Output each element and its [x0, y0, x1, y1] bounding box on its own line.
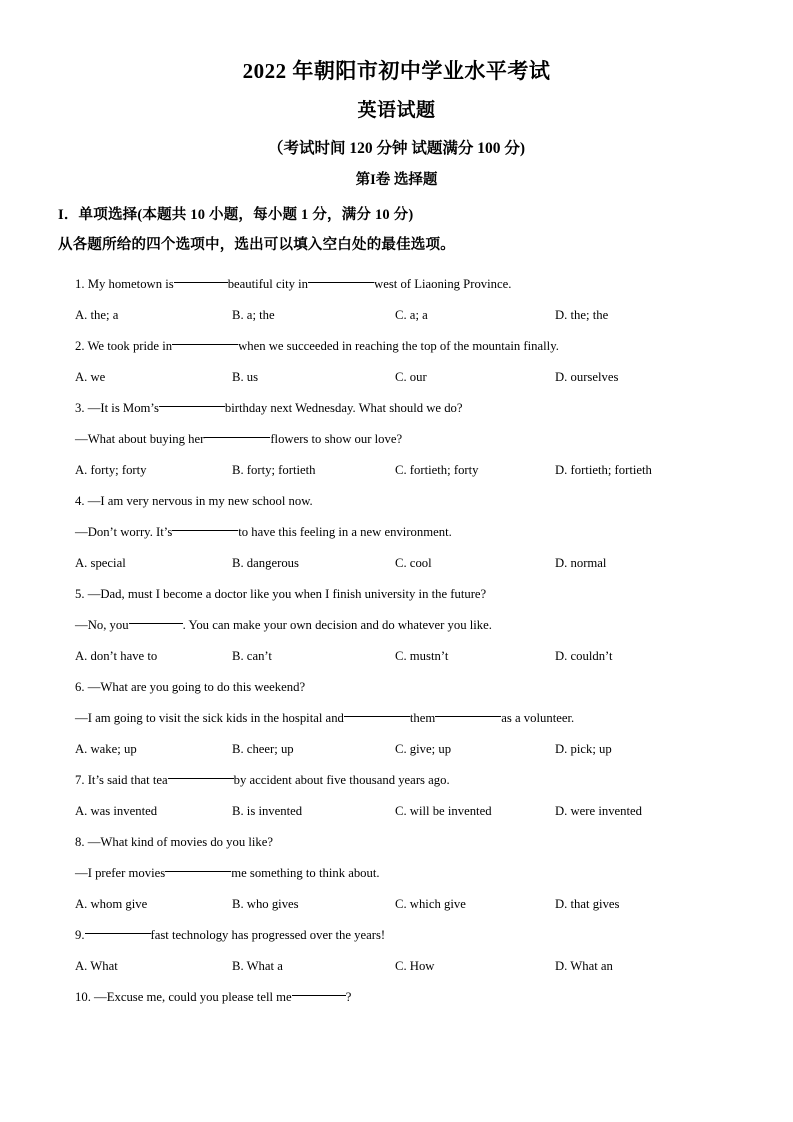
option-c[interactable]: C. a; a — [395, 308, 428, 323]
question-line — [75, 486, 737, 517]
question-text: flowers to show our love? — [270, 432, 403, 447]
page-title: 2022 年朝阳市初中学业水平考试 — [242, 59, 551, 83]
option-b[interactable]: B. who gives — [232, 897, 299, 912]
question-line — [75, 827, 737, 858]
option-row — [75, 889, 737, 920]
option-b[interactable]: B. cheer; up — [232, 742, 294, 757]
question-item — [75, 920, 737, 982]
question-item — [75, 765, 737, 827]
question-text: by accident about five thousand years ago. — [233, 773, 450, 788]
option-d[interactable]: D. ourselves — [555, 370, 619, 385]
option-a[interactable]: A. whom give — [75, 897, 148, 912]
title-block — [0, 0, 793, 190]
option-d[interactable]: D. fortieth; fortieth — [555, 463, 652, 478]
question-line — [75, 579, 737, 610]
option-a[interactable]: A. wake; up — [75, 742, 137, 757]
option-c[interactable]: C. will be invented — [395, 804, 492, 819]
section-heading: I．单项选择(本题共 10 小题，每小题 1 分，满分 10 分) — [58, 206, 414, 223]
answer-blank[interactable] — [85, 933, 151, 934]
option-c[interactable]: C. our — [395, 370, 427, 385]
option-row — [75, 951, 737, 982]
question-text: me something to think about. — [231, 866, 380, 881]
question-line — [75, 393, 737, 424]
question-item — [75, 672, 737, 765]
question-text: west of Liaoning Province. — [374, 277, 512, 292]
question-item — [75, 827, 737, 920]
question-line — [75, 672, 737, 703]
question-item — [75, 982, 737, 1013]
option-b[interactable]: B. a; the — [232, 308, 275, 323]
question-line — [75, 982, 737, 1013]
option-d[interactable]: D. couldn’t — [555, 649, 613, 664]
answer-blank[interactable] — [168, 778, 234, 779]
question-list — [58, 269, 737, 1013]
question-text: ? — [345, 990, 352, 1005]
answer-blank[interactable] — [435, 716, 501, 717]
question-text: . You can make your own decision and do whatever you like. — [182, 618, 492, 633]
question-text: —I am going to visit the sick kids in the hospital and — [75, 711, 344, 726]
question-text: them — [409, 711, 436, 726]
question-text: 9. — [75, 928, 85, 943]
answer-blank[interactable] — [165, 871, 231, 872]
question-text: 1. My hometown is — [75, 277, 174, 292]
question-text: —No, you — [75, 618, 129, 633]
question-line — [75, 517, 737, 548]
option-d[interactable]: D. What an — [555, 959, 613, 974]
option-d[interactable]: D. the; the — [555, 308, 609, 323]
question-line — [75, 703, 737, 734]
option-b[interactable]: B. can’t — [232, 649, 272, 664]
option-row — [75, 796, 737, 827]
answer-blank[interactable] — [174, 282, 228, 283]
question-line — [75, 269, 737, 300]
question-text: —I prefer movies — [75, 866, 166, 881]
question-text: 10. —Excuse me, could you please tell me — [75, 990, 292, 1005]
section-instruction: 从各题所给的四个选项中，选出可以填入空白处的最佳选项。 — [58, 237, 455, 254]
question-text: 4. —I am very nervous in my new school now. — [75, 494, 313, 509]
option-a[interactable]: A. the; a — [75, 308, 119, 323]
answer-blank[interactable] — [344, 716, 410, 717]
option-d[interactable]: D. pick; up — [555, 742, 612, 757]
question-text: beautiful city in — [227, 277, 309, 292]
option-b[interactable]: B. What a — [232, 959, 283, 974]
page-subtitle: 英语试题 — [357, 100, 436, 122]
question-text: 3. —It is Mom’s — [75, 401, 159, 416]
exam-info: （考试时间 120 分钟 试题满分 100 分) — [267, 140, 526, 157]
body-area — [0, 206, 793, 1014]
question-item — [75, 331, 737, 393]
question-text: as a volunteer. — [501, 711, 575, 726]
option-c[interactable]: C. mustn’t — [395, 649, 449, 664]
question-text: when we succeeded in reaching the top of the mountain finally. — [238, 339, 559, 354]
option-c[interactable]: C. fortieth; forty — [395, 463, 479, 478]
option-c[interactable]: C. cool — [395, 556, 432, 571]
option-row — [75, 362, 737, 393]
answer-blank[interactable] — [159, 406, 225, 407]
question-line — [75, 610, 737, 641]
question-item — [75, 486, 737, 579]
answer-blank[interactable] — [204, 437, 270, 438]
question-text: —What about buying her — [75, 432, 205, 447]
option-row — [75, 548, 737, 579]
option-row — [75, 300, 737, 331]
question-text: —Don’t worry. It’s — [75, 525, 173, 540]
option-b[interactable]: B. forty; fortieth — [232, 463, 316, 478]
part-label: 第I卷 选择题 — [355, 172, 438, 189]
option-c[interactable]: C. How — [395, 959, 435, 974]
question-text: 5. —Dad, must I become a doctor like you when I finish university in the future? — [75, 587, 487, 602]
option-a[interactable]: A. What — [75, 959, 118, 974]
question-item — [75, 579, 737, 672]
option-d[interactable]: D. normal — [555, 556, 607, 571]
option-a[interactable]: A. don’t have to — [75, 649, 158, 664]
answer-blank[interactable] — [308, 282, 374, 283]
question-line — [75, 424, 737, 455]
question-text: 2. We took pride in — [75, 339, 173, 354]
option-d[interactable]: D. that gives — [555, 897, 620, 912]
option-row — [75, 641, 737, 672]
question-line — [75, 765, 737, 796]
option-b[interactable]: B. dangerous — [232, 556, 299, 571]
question-item — [75, 393, 737, 486]
answer-blank[interactable] — [172, 530, 238, 531]
question-item — [75, 269, 737, 331]
answer-blank[interactable] — [129, 623, 183, 624]
option-a[interactable]: A. was invented — [75, 804, 158, 819]
option-c[interactable]: C. give; up — [395, 742, 452, 757]
option-d[interactable]: D. were invented — [555, 804, 643, 819]
option-row — [75, 455, 737, 486]
option-a[interactable]: A. special — [75, 556, 126, 571]
question-text: fast technology has progressed over the years! — [150, 928, 386, 943]
option-b[interactable]: B. is invented — [232, 804, 303, 819]
answer-blank[interactable] — [172, 344, 238, 345]
question-text: 6. —What are you going to do this weekend? — [75, 680, 306, 695]
option-row — [75, 734, 737, 765]
option-b[interactable]: B. us — [232, 370, 259, 385]
question-line — [75, 920, 737, 951]
question-line — [75, 858, 737, 889]
option-a[interactable]: A. forty; forty — [75, 463, 147, 478]
question-text: birthday next Wednesday. What should we do? — [224, 401, 463, 416]
question-line — [75, 331, 737, 362]
question-text: 7. It’s said that tea — [75, 773, 168, 788]
answer-blank[interactable] — [292, 995, 346, 996]
question-text: to have this feeling in a new environment. — [238, 525, 452, 540]
option-c[interactable]: C. which give — [395, 897, 466, 912]
option-a[interactable]: A. we — [75, 370, 106, 385]
question-text: 8. —What kind of movies do you like? — [75, 835, 274, 850]
